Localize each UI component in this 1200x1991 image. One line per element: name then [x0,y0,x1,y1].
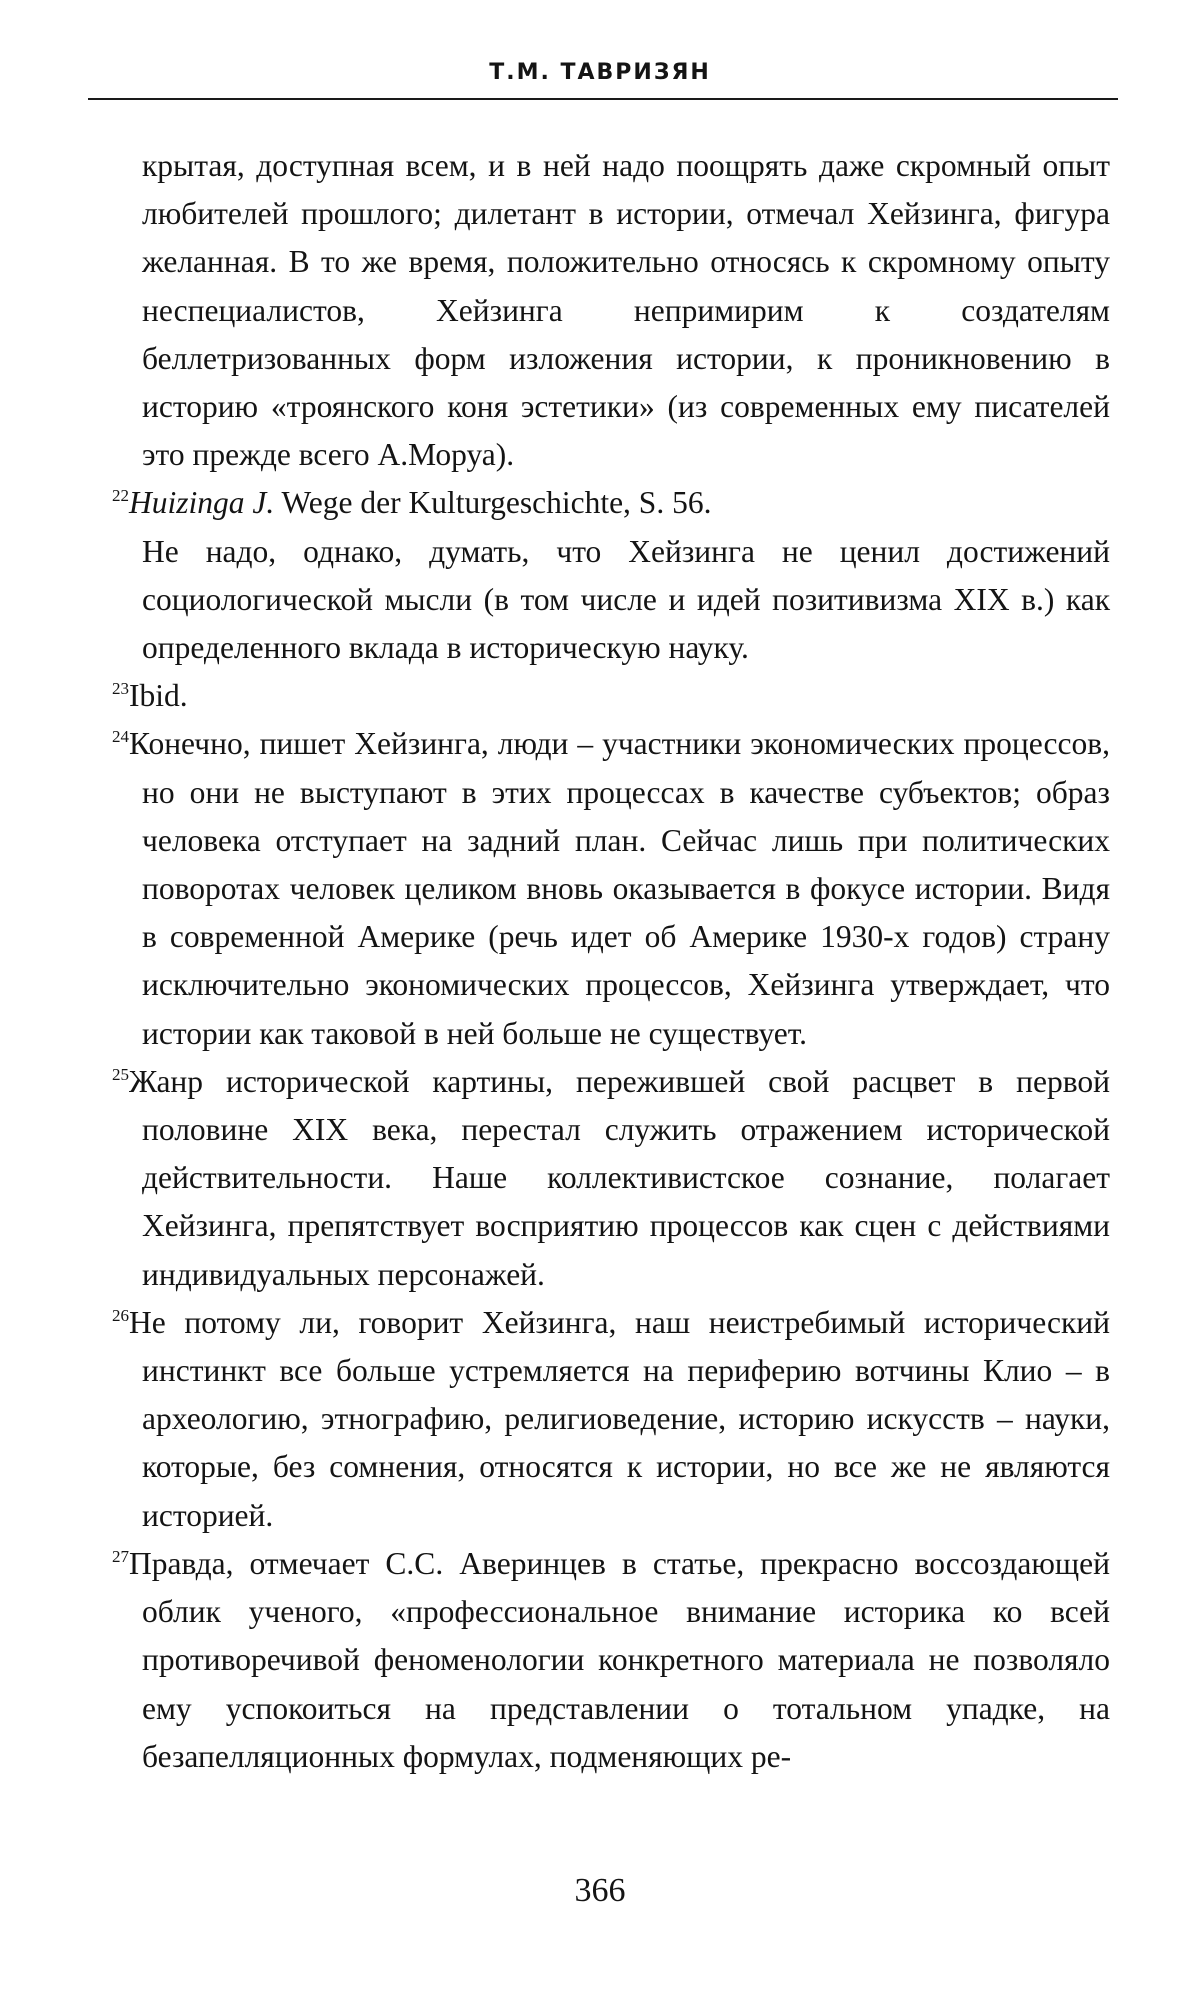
footnote-number: 25 [112,1064,129,1084]
footnote-text: Жанр исторической картины, пережившей свой расцвет в первой половине XIX века, перестал служить отражением исторической действительности. Наше коллективистское сознание, полагает Хейзинга, препятствует восприятию процессов как сцен с действиями индивидуальных персонажей. [129,1063,1110,1292]
citation-author: Huizinga J. [129,485,275,521]
footnote-number: 22 [112,486,129,506]
page-body [112,142,1110,1781]
footnote-text: Не потому ли, говорит Хейзинга, наш неистребимый исторический инстинкт все больше устремляется на периферию вотчины Клио – в археологию, этнографию, религиоведение, историю искусств – науки, которые, без сомнения, относятся к истории, но все же не являются историей. [129,1304,1110,1533]
footnote-number: 26 [112,1305,129,1325]
header-rule [88,98,1118,100]
footnote-text: Конечно, пишет Хейзинга, люди – участники экономических процессов, но они не выступают в этих процессах в качестве субъектов; образ человека отступает на задний план. Сейчас лишь при политических поворотах человек целиком вновь оказывается в фокусе истории. Видя в современной Америке (речь идет об Америке 1930-х годов) страну исключительно экономических процессов, Хейзинга утверждает, что истории как таковой в ней больше не существует. [129,726,1110,1051]
footnote-27 [112,1540,1110,1781]
running-header: Т.М. ТАВРИЗЯН [489,60,711,85]
footnote-text: Ibid. [129,678,188,714]
continuation-paragraph: крытая, доступная всем, и в ней надо поощрять даже скромный опыт любителей прошлого; дилетант в истории, отмечал Хейзинга, фигура желанная. В то же время, положительно относясь к скромному опыту неспециалистов, Хейзинга непримирим к создателям беллетризованных форм изложения истории, к проникновению в историю «троянского коня эстетики» (из современных ему писателей это прежде всего А.Моруа). [142,148,1110,473]
footnote-text: Правда, отмечает С.С. Аверинцев в статье, прекрасно воссоздающей облик ученого, «профессиональное внимание историка ко всей противоречивой феноменологии конкретного материала не позволяло ему успокоиться на представлении о тотальном упадке, на безапелляционных формулах, подменяющих ре- [129,1545,1110,1774]
footnote-24 [112,720,1110,1057]
page-number: 366 [574,1872,626,1909]
footnote-number: 24 [112,727,129,747]
footnote-26 [112,1299,1110,1540]
footnote-number: 27 [112,1546,129,1566]
footnote-25 [112,1058,1110,1299]
footnote-23 [112,672,1110,720]
citation-title: Wege der Kulturgeschichte, S. 56. [274,485,712,521]
footnote-22 [112,479,1110,527]
comment-paragraph: Не надо, однако, думать, что Хейзинга не ценил достижений социологической мысли (в том числе и идей позитивизма XIX в.) как определенного вклада в историческую науку. [142,533,1110,666]
footnote-number: 23 [112,679,129,699]
